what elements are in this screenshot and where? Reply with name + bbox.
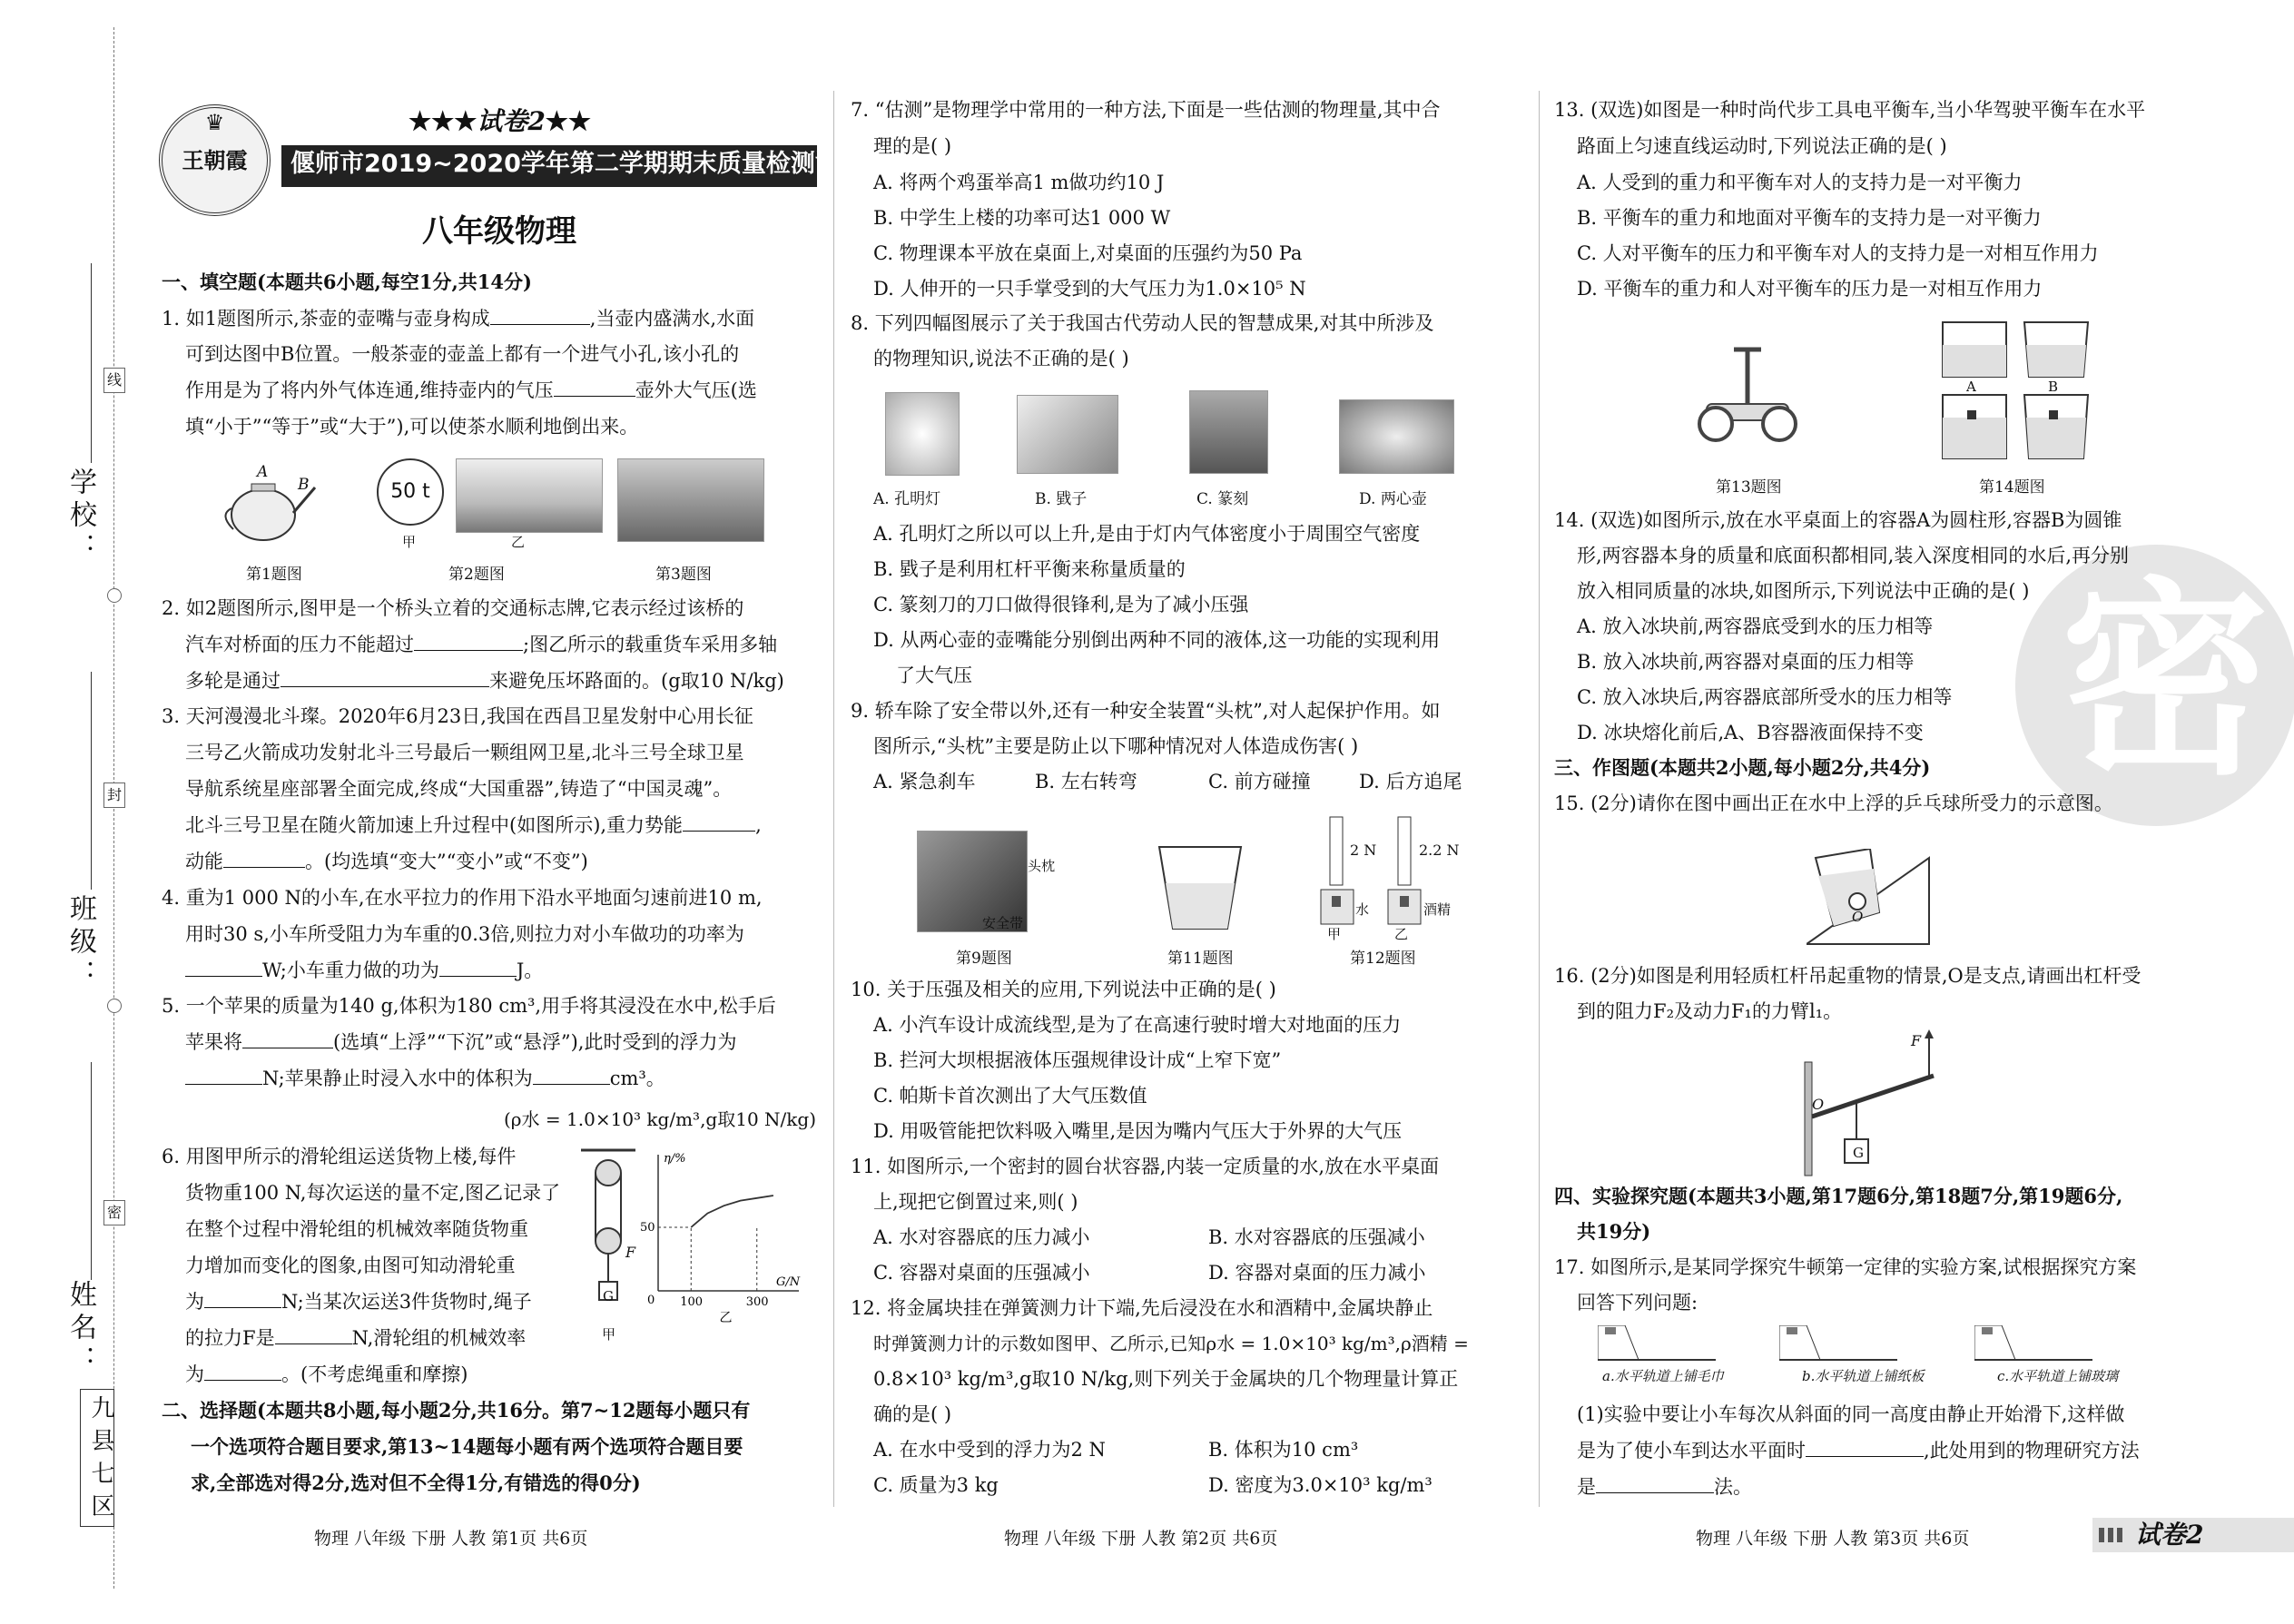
fig14-label-a: A	[1966, 379, 1976, 395]
q4-line1: 4. 重为1 000 N的小车,在水平拉力的作用下沿水平地面匀速前进10 m,	[162, 887, 763, 909]
region-text: 九县七区	[87, 1395, 114, 1526]
section-2-line3: 求,全部选对得2分,选对但不全得1分,有错选的得0分)	[191, 1471, 641, 1494]
fig17-ramp-b	[1779, 1325, 1897, 1366]
exam-badge-text: 试卷2	[477, 106, 546, 136]
binding-line	[113, 27, 115, 1589]
q14-line2: 形,两容器本身的质量和底面积都相同,装入深度相同的水后,再分别	[1577, 545, 2130, 566]
q3-line5: 动能 。(均选填“变大”“变小”或“不变”)	[185, 851, 588, 872]
q5-line1: 5. 一个苹果的质量为140 g,体积为180 cm³,用手将其浸没在水中,松手后	[162, 995, 776, 1017]
q9-option-b: B. 左右转弯	[1035, 771, 1137, 792]
seal-char-xian: 线	[103, 368, 125, 393]
fig16-label-o: O	[1812, 1096, 1825, 1113]
q11-option-c: C. 容器对桌面的压强减小	[873, 1262, 1090, 1284]
q1-line2: 可到达图中B位置。一般茶壶的壶盖上都有一个进气小孔,该小孔的	[185, 343, 740, 365]
fig1-teapot	[222, 458, 322, 549]
exam-title: 偃师市2019~2020学年第二学期期末质量检测试卷	[290, 150, 864, 178]
binding-hole	[107, 999, 122, 1013]
brand-name: 王朝霞	[182, 147, 248, 173]
fig11-caption: 第11题图	[1167, 950, 1234, 968]
q12-line4: 确的是( )	[873, 1403, 952, 1425]
chart-caption: 乙	[719, 1311, 733, 1325]
binding-margin	[0, 0, 136, 1624]
watermark-text: 密	[2060, 558, 2269, 803]
exam-badge: ★★★试卷2★★	[409, 106, 591, 136]
binding-hole	[107, 588, 122, 603]
q4-line2: 用时30 s,小车所受阻力为车重的0.3倍,则拉力对小车做功的功率为	[185, 923, 744, 945]
q9-option-a: A. 紧急刹车	[873, 771, 976, 792]
q17-line3: (1)实验中要让小车每次从斜面的同一高度由静止开始滑下,这样做	[1577, 1403, 2125, 1425]
footer-page-1: 物理 八年级 下册 人教 第1页 共6页	[314, 1529, 588, 1549]
fig9-label-belt: 安全带	[982, 915, 1024, 931]
fig14-label-b: B	[2048, 379, 2059, 395]
fig2-sign: 50 t	[377, 458, 444, 526]
q12-option-c: C. 质量为3 kg	[873, 1474, 999, 1496]
fig15-floating-ball	[1807, 849, 1934, 949]
q8-option-b: B. 戥子是利用杠杆平衡来称量质量的	[873, 558, 1186, 580]
fig12-reading-right: 2.2 N	[1419, 842, 1460, 859]
fig12-label-alcohol: 酒精	[1423, 901, 1452, 918]
name-line	[91, 1062, 93, 1280]
fig6-efficiency-chart	[635, 1146, 808, 1327]
q13-option-d: D. 平衡车的重力和人对平衡车的压力是一对相互作用力	[1577, 278, 2043, 300]
q10-option-a: A. 小汽车设计成流线型,是为了在高速行驶时增大对地面的压力	[873, 1014, 1402, 1036]
class-label: 班级：	[64, 894, 96, 992]
fig17-ramp-c	[1974, 1325, 2092, 1366]
fig16-label-f: F	[1911, 1032, 1922, 1049]
q3-line1: 3. 天河漫漫北斗璨。2020年6月23日,我国在西昌卫星发射中心用长征	[162, 705, 753, 727]
section-4-line1: 四、实验探究题(本题共3小题,第17题6分,第18题7分,第19题6分,	[1554, 1185, 2123, 1207]
q11-option-d: D. 容器对桌面的压力减小	[1208, 1262, 1426, 1284]
q5-line3: N;苹果静止时浸入水中的体积为 cm³。	[185, 1068, 665, 1089]
fig14-containers	[1938, 318, 2092, 463]
q11-option-a: A. 水对容器底的压力减小	[873, 1226, 1090, 1248]
fig12-caption: 第12题图	[1350, 950, 1416, 968]
q14-option-a: A. 放入冰块前,两容器底受到水的压力相等	[1577, 615, 1934, 637]
q14-line1: 14. (双选)如图所示,放在水平桌面上的容器A为圆柱形,容器B为圆锥	[1554, 509, 2122, 531]
column-divider	[833, 91, 835, 1507]
footer-badge: 试卷2	[2135, 1520, 2204, 1550]
fig6-label-g: G	[603, 1288, 614, 1304]
section-2-line1: 二、选择题(本题共8小题,每小题2分,共16分。第7~12题每小题只有	[162, 1399, 751, 1422]
q17-line5: 是 法。	[1577, 1476, 1752, 1498]
q6-line6: 的拉力F是 N,滑轮组的机械效率	[185, 1327, 527, 1349]
fig11-container	[1155, 842, 1245, 933]
fig16-label-g: G	[1853, 1145, 1864, 1161]
q11-line2: 上,现把它倒置过来,则( )	[873, 1191, 1078, 1213]
fig12-label-jia: 甲	[1327, 926, 1342, 942]
fig17-ramp-a	[1598, 1325, 1716, 1366]
q2-line2: 汽车对桥面的压力不能超过 ;图乙所示的载重货车采用多轴	[185, 634, 778, 655]
region-box	[80, 1389, 114, 1527]
q3-line4: 北斗三号卫星在随火箭加速上升过程中(如图所示),重力势能 ,	[185, 814, 762, 836]
fig2-label-yi: 乙	[511, 534, 526, 550]
q10-option-d: D. 用吸管能把饮料吸入嘴里,是因为嘴内气压大于外界的大气压	[873, 1120, 1403, 1142]
q12-line3: 0.8×10³ kg/m³,g取10 N/kg,则下列关于金属块的几个物理量计算正	[873, 1368, 1459, 1390]
chart-y-tick-label: 50	[640, 1221, 655, 1235]
fig13-caption: 第13题图	[1716, 478, 1782, 497]
q17-line4: 是为了使小车到达水平面时 ,此处用到的物理研究方法	[1577, 1440, 2140, 1462]
section-1-heading: 一、填空题(本题共6小题,每空1分,共14分)	[162, 271, 532, 293]
q8-caption-a: A. 孔明灯	[873, 490, 941, 508]
q12-line2: 时弹簧测力计的示数如图甲、乙所示,已知ρ水 = 1.0×10³ kg/m³,ρ酒精 =	[873, 1333, 1469, 1354]
q13-option-b: B. 平衡车的重力和地面对平衡车的支持力是一对平衡力	[1577, 207, 2042, 229]
q7-line1: 7. “估测”是物理学中常用的一种方法,下面是一些估测的物理量,其中合	[851, 99, 1441, 121]
logo-crown-icon: ♛	[204, 110, 225, 135]
q6-line3: 在整个过程中滑轮组的机械效率随货物重	[185, 1218, 528, 1240]
q6-line4: 力增加而变化的图象,由图可知动滑轮重	[185, 1255, 516, 1276]
q3-line2: 三号乙火箭成功发射北斗三号最后一颗组网卫星,北斗三号全球卫星	[185, 742, 744, 763]
chart-x-label: G/N	[776, 1275, 801, 1289]
fig13-balance-scooter	[1698, 340, 1797, 449]
q12-line1: 12. 将金属块挂在弹簧测力计下端,先后浸没在水和酒精中,金属块静止	[851, 1297, 1433, 1319]
fig2-label-jia: 甲	[402, 534, 417, 550]
q6-line1: 6. 用图甲所示的滑轮组运送货物上楼,每件	[162, 1146, 517, 1167]
q6-line5: 为 N;当某次运送3件货物时,绳子	[185, 1291, 532, 1313]
fig17-caption-a: a.水平轨道上铺毛巾	[1602, 1368, 1724, 1384]
q7-option-b: B. 中学生上楼的功率可达1 000 W	[873, 207, 1171, 229]
q8-option-d-cont: 了大气压	[896, 664, 972, 686]
q1-line3: 作用是为了将内外气体连通,维持壶内的气压 壶外大气压(选	[185, 379, 757, 401]
q8-line2: 的物理知识,说法不正确的是( )	[873, 348, 1129, 369]
fig3-caption: 第3题图	[655, 566, 712, 584]
q10-option-c: C. 帕斯卡首次测出了大气压数值	[873, 1085, 1147, 1107]
q12-option-a: A. 在水中受到的浮力为2 N	[873, 1439, 1106, 1461]
fig9-caption: 第9题图	[956, 950, 1012, 968]
name-label: 姓名：	[64, 1280, 96, 1378]
q13-option-a: A. 人受到的重力和平衡车对人的支持力是一对平衡力	[1577, 172, 2023, 193]
q1-line4: 填“小于”“等于”或“大于”),可以使茶水顺利地倒出来。	[185, 416, 639, 438]
fig9-label-headrest: 头枕	[1028, 858, 1056, 874]
class-line	[91, 672, 93, 890]
header	[145, 91, 864, 254]
q16-line1: 16. (2分)如图是利用轻质杠杆吊起重物的情景,O是支点,请画出杠杆受	[1554, 965, 2141, 987]
q8-caption-b: B. 戥子	[1035, 490, 1088, 508]
section-4-line2: 共19分)	[1577, 1220, 1651, 1243]
q14-option-d: D. 冰块熔化前后,A、B容器液面保持不变	[1577, 722, 1924, 743]
q10-line1: 10. 关于压强及相关的应用,下列说法中正确的是( )	[851, 979, 1276, 1000]
fig2-caption: 第2题图	[448, 566, 505, 584]
q13-line2: 路面上匀速直线运动时,下列说法正确的是( )	[1577, 135, 1947, 157]
q10-option-b: B. 拦河大坝根据液体压强规律设计成“上窄下宽”	[873, 1049, 1282, 1071]
q2-line1: 2. 如2题图所示,图甲是一个桥头立着的交通标志牌,它表示经过该桥的	[162, 597, 744, 619]
q2-line3: 多轮是通过 来避免压坏路面的。(g取10 N/kg)	[185, 670, 784, 692]
q11-line1: 11. 如图所示,一个密封的圆台状容器,内装一定质量的水,放在水平桌面	[851, 1156, 1440, 1177]
q7-option-d: D. 人伸开的一只手掌受到的大气压力为1.0×10⁵ N	[873, 278, 1306, 300]
q7-option-a: A. 将两个鸡蛋举高1 m做功约10 J	[873, 172, 1165, 193]
chart-origin-label: 0	[647, 1294, 655, 1307]
fig3-rocket-photo	[617, 458, 764, 542]
column-divider	[1539, 91, 1541, 1507]
q6-line7: 为 。(不考虑绳重和摩擦)	[185, 1363, 468, 1385]
q9-option-c: C. 前方碰撞	[1208, 771, 1311, 792]
q8-photo-teapot	[1339, 399, 1454, 474]
fig12-label-yi: 乙	[1394, 926, 1409, 942]
footer-page-3: 物理 八年级 下册 人教 第3页 共6页	[1696, 1529, 1970, 1549]
chart-x-tick-label: 100	[680, 1295, 704, 1309]
watermark-seal	[2015, 545, 2294, 826]
fig12-reading-left: 2 N	[1350, 842, 1377, 859]
q5-line2: 苹果将 (选填“上浮”“下沉”或“悬浮”),此时受到的浮力为	[185, 1031, 737, 1053]
fig6-label-jia: 甲	[602, 1326, 616, 1343]
q17-line1: 17. 如图所示,是某同学探究牛顿第一定律的实验方案,试根据探究方案	[1554, 1256, 2137, 1278]
q9-line2: 图所示,“头枕”主要是防止以下哪种情况对人体造成伤害( )	[873, 735, 1359, 757]
q8-caption-c: C. 篆刻	[1196, 490, 1249, 508]
fig14-caption: 第14题图	[1979, 478, 2045, 497]
q13-option-c: C. 人对平衡车的压力和平衡车对人的支持力是一对相互作用力	[1577, 242, 2099, 264]
fig6-label-f: F	[625, 1244, 636, 1261]
school-line	[91, 263, 93, 463]
q6-line2: 货物重100 N,每次运送的量不定,图乙记录了	[185, 1182, 561, 1204]
q12-option-d: D. 密度为3.0×10³ kg/m³	[1208, 1474, 1433, 1496]
q8-line1: 8. 下列四幅图展示了关于我国古代劳动人民的智慧成果,对其中所涉及	[851, 312, 1434, 334]
school-label: 学校：	[64, 468, 96, 566]
section-2-line2: 一个选项符合题目要求,第13~14题每小题有两个选项符合题目要	[191, 1435, 743, 1458]
q14-option-c: C. 放入冰块后,两容器底部所受水的压力相等	[1577, 686, 1953, 708]
fig1-label-a: A	[257, 463, 269, 481]
q3-line3: 导航系统星座部署全面完成,终成“大国重器”,铸造了“中国灵魂”。	[185, 778, 733, 800]
q9-option-d: D. 后方追尾	[1359, 771, 1462, 792]
fig2-truck-photo	[456, 458, 603, 533]
q11-option-b: B. 水对容器底的压强减小	[1208, 1226, 1425, 1248]
q9-line1: 9. 轿车除了安全带以外,还有一种安全装置“头枕”,对人起保护作用。如	[851, 700, 1441, 722]
fig15-label-o: O	[1852, 909, 1864, 925]
q16-line2: 到的阻力F₂及动力F₁的力臂l₁。	[1577, 1000, 1843, 1022]
fig1-label-b: B	[298, 476, 310, 494]
fig17-caption-b: b.水平轨道上铺纸板	[1802, 1368, 1925, 1384]
q14-option-b: B. 放入冰块前,两容器对桌面的压力相等	[1577, 651, 1915, 673]
chart-series-line	[691, 1196, 773, 1227]
q8-caption-d: D. 两心壶	[1359, 490, 1427, 508]
chart-x-tick-label: 300	[745, 1295, 769, 1309]
q7-option-c: C. 物理课本平放在桌面上,对桌面的压强约为50 Pa	[873, 242, 1303, 264]
q17-line2: 回答下列问题:	[1577, 1292, 1698, 1314]
q4-line3: W;小车重力做的功为 J。	[185, 960, 543, 981]
footer-pixel-icon	[2099, 1528, 2126, 1542]
q13-line1: 13. (双选)如图是一种时尚代步工具电平衡车,当小华驾驶平衡车在水平	[1554, 99, 2146, 121]
logo-badge	[159, 104, 271, 216]
chart-y-label: η/%	[664, 1152, 686, 1166]
seal-char-mi: 密	[103, 1200, 125, 1225]
q8-photo-scale	[1017, 395, 1118, 474]
q8-photo-seal	[1189, 390, 1268, 474]
subject-title: 八年级物理	[422, 213, 576, 250]
q7-line2: 理的是( )	[873, 135, 952, 157]
fig12-label-water: 水	[1355, 901, 1370, 918]
q1-line1: 1. 如1题图所示,茶壶的壶嘴与壶身构成 ,当壶内盛满水,水面	[162, 308, 755, 330]
q8-option-a: A. 孔明灯之所以可以上升,是由于灯内气体密度小于周围空气密度	[873, 523, 1421, 545]
q8-option-d: D. 从两心壶的壶嘴能分别倒出两种不同的液体,这一功能的实现利用	[873, 629, 1441, 651]
q8-option-c: C. 篆刻刀的刀口做得很锋利,是为了减小压强	[873, 594, 1249, 615]
seal-char-feng: 封	[103, 782, 125, 808]
q8-photo-lantern	[885, 392, 960, 476]
q5-constants: (ρ水 = 1.0×10³ kg/m³,g取10 N/kg)	[504, 1108, 816, 1130]
fig1-caption: 第1题图	[246, 566, 302, 584]
section-3-heading: 三、作图题(本题共2小题,每小题2分,共4分)	[1554, 756, 1931, 779]
fig17-caption-c: c.水平轨道上铺玻璃	[1997, 1368, 2119, 1384]
q14-line3: 放入相同质量的冰块,如图所示,下列说法中正确的是( )	[1577, 580, 2030, 602]
footer-page-2: 物理 八年级 下册 人教 第2页 共6页	[1004, 1529, 1278, 1549]
q12-option-b: B. 体积为10 cm³	[1208, 1439, 1359, 1461]
q15-text: 15. (2分)请你在图中画出正在水中上浮的乒乓球所受力的示意图。	[1554, 792, 2113, 814]
